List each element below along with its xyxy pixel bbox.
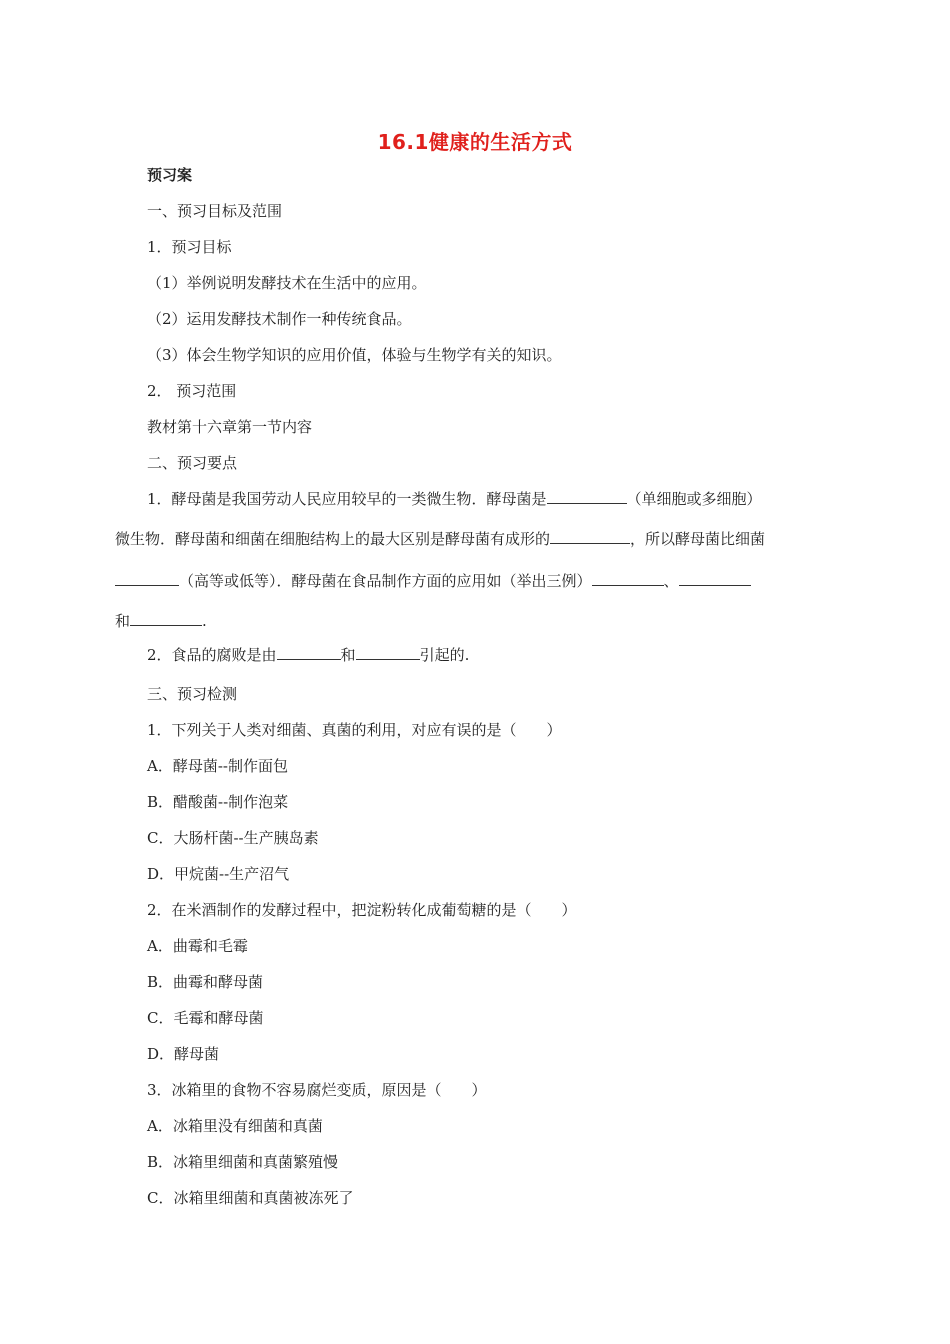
question-text: ，所以酵母菌比细菌 (630, 530, 766, 548)
option-item[interactable]: C．毛霉和酵母菌 (147, 1009, 264, 1027)
question-stem: 3．冰箱里的食物不容易腐烂变质，原因是（ ） (147, 1081, 487, 1099)
question-text: 1．酵母菌是我国劳动人民应用较早的一类微生物．酵母菌是 (147, 490, 547, 508)
answer-blank[interactable] (550, 529, 630, 544)
question-text: 和 (340, 646, 356, 664)
question-text: 2．食品的腐败是由 (147, 646, 277, 664)
question-text: 、 (663, 572, 679, 590)
option-item[interactable]: D．甲烷菌--生产沼气 (147, 865, 290, 883)
section-label: 预习案 (147, 166, 193, 184)
part1-heading: 一、预习目标及范围 (147, 202, 283, 220)
answer-blank[interactable] (115, 571, 179, 586)
answer-blank[interactable] (592, 571, 664, 586)
goal-item: （2）运用发酵技术制作一种传统食品。 (147, 310, 412, 328)
scope-text: 教材第十六章第一节内容 (147, 418, 313, 436)
answer-blank[interactable] (679, 571, 751, 586)
answer-blank[interactable] (356, 645, 420, 660)
part2-heading: 二、预习要点 (147, 454, 238, 472)
question-text: 引起的. (419, 646, 470, 664)
document-title: 16.1健康的生活方式 (377, 130, 573, 154)
answer-blank[interactable] (277, 645, 341, 660)
option-item[interactable]: D．酵母菌 (147, 1045, 220, 1063)
goal-title: 1．预习目标 (147, 238, 232, 256)
goal-item: （1）举例说明发酵技术在生活中的应用。 (147, 274, 427, 292)
option-item[interactable]: A．曲霉和毛霉 (147, 937, 248, 955)
part3-heading: 三、预习检测 (147, 685, 238, 703)
option-item[interactable]: C．冰箱里细菌和真菌被冻死了 (147, 1189, 354, 1207)
question-text: 微生物．酵母菌和细菌在细胞结构上的最大区别是酵母菌有成形的 (115, 530, 551, 548)
option-item[interactable]: C．大肠杆菌--生产胰岛素 (147, 829, 319, 847)
option-item[interactable]: B．醋酸菌--制作泡菜 (147, 793, 289, 811)
option-item[interactable]: A．冰箱里没有细菌和真菌 (147, 1117, 323, 1135)
goal-item: （3）体会生物学知识的应用价值，体验与生物学有关的知识。 (147, 346, 562, 364)
option-item[interactable]: B．冰箱里细菌和真菌繁殖慢 (147, 1153, 339, 1171)
answer-blank[interactable] (130, 611, 202, 626)
question-text: （单细胞或多细胞） (626, 490, 762, 508)
question-stem: 1．下列关于人类对细菌、真菌的利用，对应有误的是（ ） (147, 721, 562, 739)
question-fill-in-2 (147, 644, 469, 665)
answer-blank[interactable] (547, 489, 627, 504)
option-item[interactable]: B．曲霉和酵母菌 (147, 973, 264, 991)
scope-title: 2． 预习范围 (147, 382, 237, 400)
question-stem: 2．在米酒制作的发酵过程中，把淀粉转化成葡萄糖的是（ ） (147, 901, 577, 919)
question-text: . (202, 612, 207, 630)
option-item[interactable]: A．酵母菌--制作面包 (147, 757, 288, 775)
question-text: 和 (115, 612, 131, 630)
question-text: （高等或低等）．酵母菌在食品制作方面的应用如（举出三例） (179, 572, 592, 590)
